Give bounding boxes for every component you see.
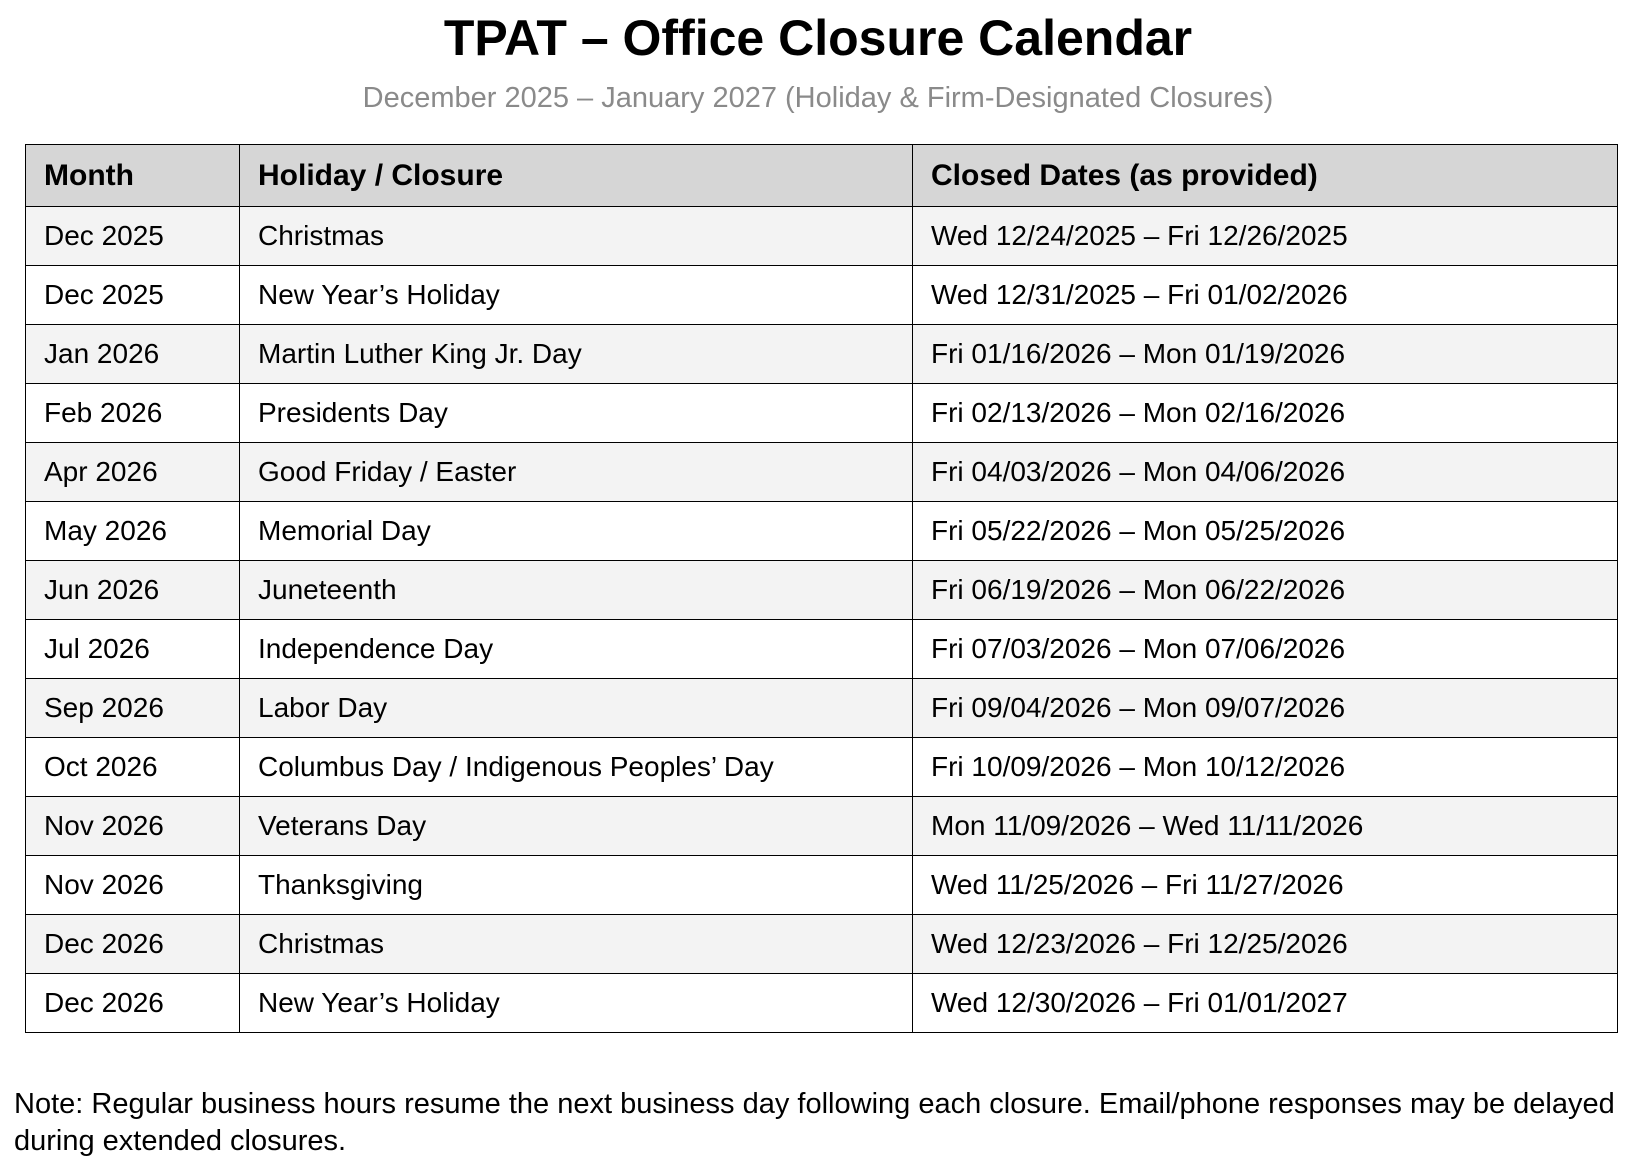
table-row — [26, 620, 1618, 679]
cell-dates: Fri 02/13/2026 – Mon 02/16/2026 — [913, 384, 1618, 443]
cell-month: Feb 2026 — [26, 384, 240, 443]
table-row — [26, 443, 1618, 502]
table-row — [26, 915, 1618, 974]
cell-holiday: Juneteenth — [240, 561, 913, 620]
cell-month: Jul 2026 — [26, 620, 240, 679]
table-row — [26, 974, 1618, 1033]
cell-month: Jan 2026 — [26, 325, 240, 384]
cell-holiday: Christmas — [240, 915, 913, 974]
cell-month: Dec 2026 — [26, 974, 240, 1033]
table-row — [26, 856, 1618, 915]
page-title: TPAT – Office Closure Calendar — [443, 10, 1193, 66]
cell-dates: Fri 04/03/2026 – Mon 04/06/2026 — [913, 443, 1618, 502]
cell-holiday: Labor Day — [240, 679, 913, 738]
cell-holiday: Presidents Day — [240, 384, 913, 443]
cell-holiday: New Year’s Holiday — [240, 974, 913, 1033]
table-row — [26, 502, 1618, 561]
cell-holiday: Columbus Day / Indigenous Peoples’ Day — [240, 738, 913, 797]
column-header-month: Month — [26, 145, 240, 207]
cell-dates: Fri 07/03/2026 – Mon 07/06/2026 — [913, 620, 1618, 679]
cell-holiday: Christmas — [240, 207, 913, 266]
cell-month: Dec 2026 — [26, 915, 240, 974]
cell-holiday: Memorial Day — [240, 502, 913, 561]
page-subtitle: December 2025 – January 2027 (Holiday & Firm-Designated Closures) — [362, 82, 1274, 114]
cell-month: Nov 2026 — [26, 797, 240, 856]
cell-month: Apr 2026 — [26, 443, 240, 502]
cell-holiday: Thanksgiving — [240, 856, 913, 915]
closure-table — [25, 144, 1618, 1033]
footer-note: Note: Regular business hours resume the next business day following each closure. Email/phone responses may be delayed during extended closures. — [14, 1088, 1615, 1157]
cell-holiday: Good Friday / Easter — [240, 443, 913, 502]
table-row — [26, 738, 1618, 797]
table-row — [26, 207, 1618, 266]
cell-dates: Fri 05/22/2026 – Mon 05/25/2026 — [913, 502, 1618, 561]
cell-month: Nov 2026 — [26, 856, 240, 915]
cell-month: Dec 2025 — [26, 266, 240, 325]
cell-holiday: Martin Luther King Jr. Day — [240, 325, 913, 384]
cell-dates: Mon 11/09/2026 – Wed 11/11/2026 — [913, 797, 1618, 856]
table-row — [26, 325, 1618, 384]
cell-month: Jun 2026 — [26, 561, 240, 620]
table-row — [26, 797, 1618, 856]
cell-dates: Fri 10/09/2026 – Mon 10/12/2026 — [913, 738, 1618, 797]
cell-dates: Wed 12/30/2026 – Fri 01/01/2027 — [913, 974, 1618, 1033]
table-header-row — [26, 145, 1618, 207]
cell-dates: Fri 01/16/2026 – Mon 01/19/2026 — [913, 325, 1618, 384]
cell-month: Sep 2026 — [26, 679, 240, 738]
cell-dates: Wed 12/24/2025 – Fri 12/26/2025 — [913, 207, 1618, 266]
cell-holiday: Independence Day — [240, 620, 913, 679]
cell-month: Oct 2026 — [26, 738, 240, 797]
table-row — [26, 384, 1618, 443]
cell-month: Dec 2025 — [26, 207, 240, 266]
cell-dates: Fri 09/04/2026 – Mon 09/07/2026 — [913, 679, 1618, 738]
cell-dates: Wed 12/31/2025 – Fri 01/02/2026 — [913, 266, 1618, 325]
table-row — [26, 561, 1618, 620]
cell-month: May 2026 — [26, 502, 240, 561]
cell-dates: Wed 11/25/2026 – Fri 11/27/2026 — [913, 856, 1618, 915]
cell-dates: Fri 06/19/2026 – Mon 06/22/2026 — [913, 561, 1618, 620]
table-row — [26, 679, 1618, 738]
column-header-holiday: Holiday / Closure — [240, 145, 913, 207]
table-row — [26, 266, 1618, 325]
cell-holiday: Veterans Day — [240, 797, 913, 856]
cell-holiday: New Year’s Holiday — [240, 266, 913, 325]
table-body — [26, 207, 1618, 1033]
column-header-dates: Closed Dates (as provided) — [913, 145, 1618, 207]
cell-dates: Wed 12/23/2026 – Fri 12/25/2026 — [913, 915, 1618, 974]
